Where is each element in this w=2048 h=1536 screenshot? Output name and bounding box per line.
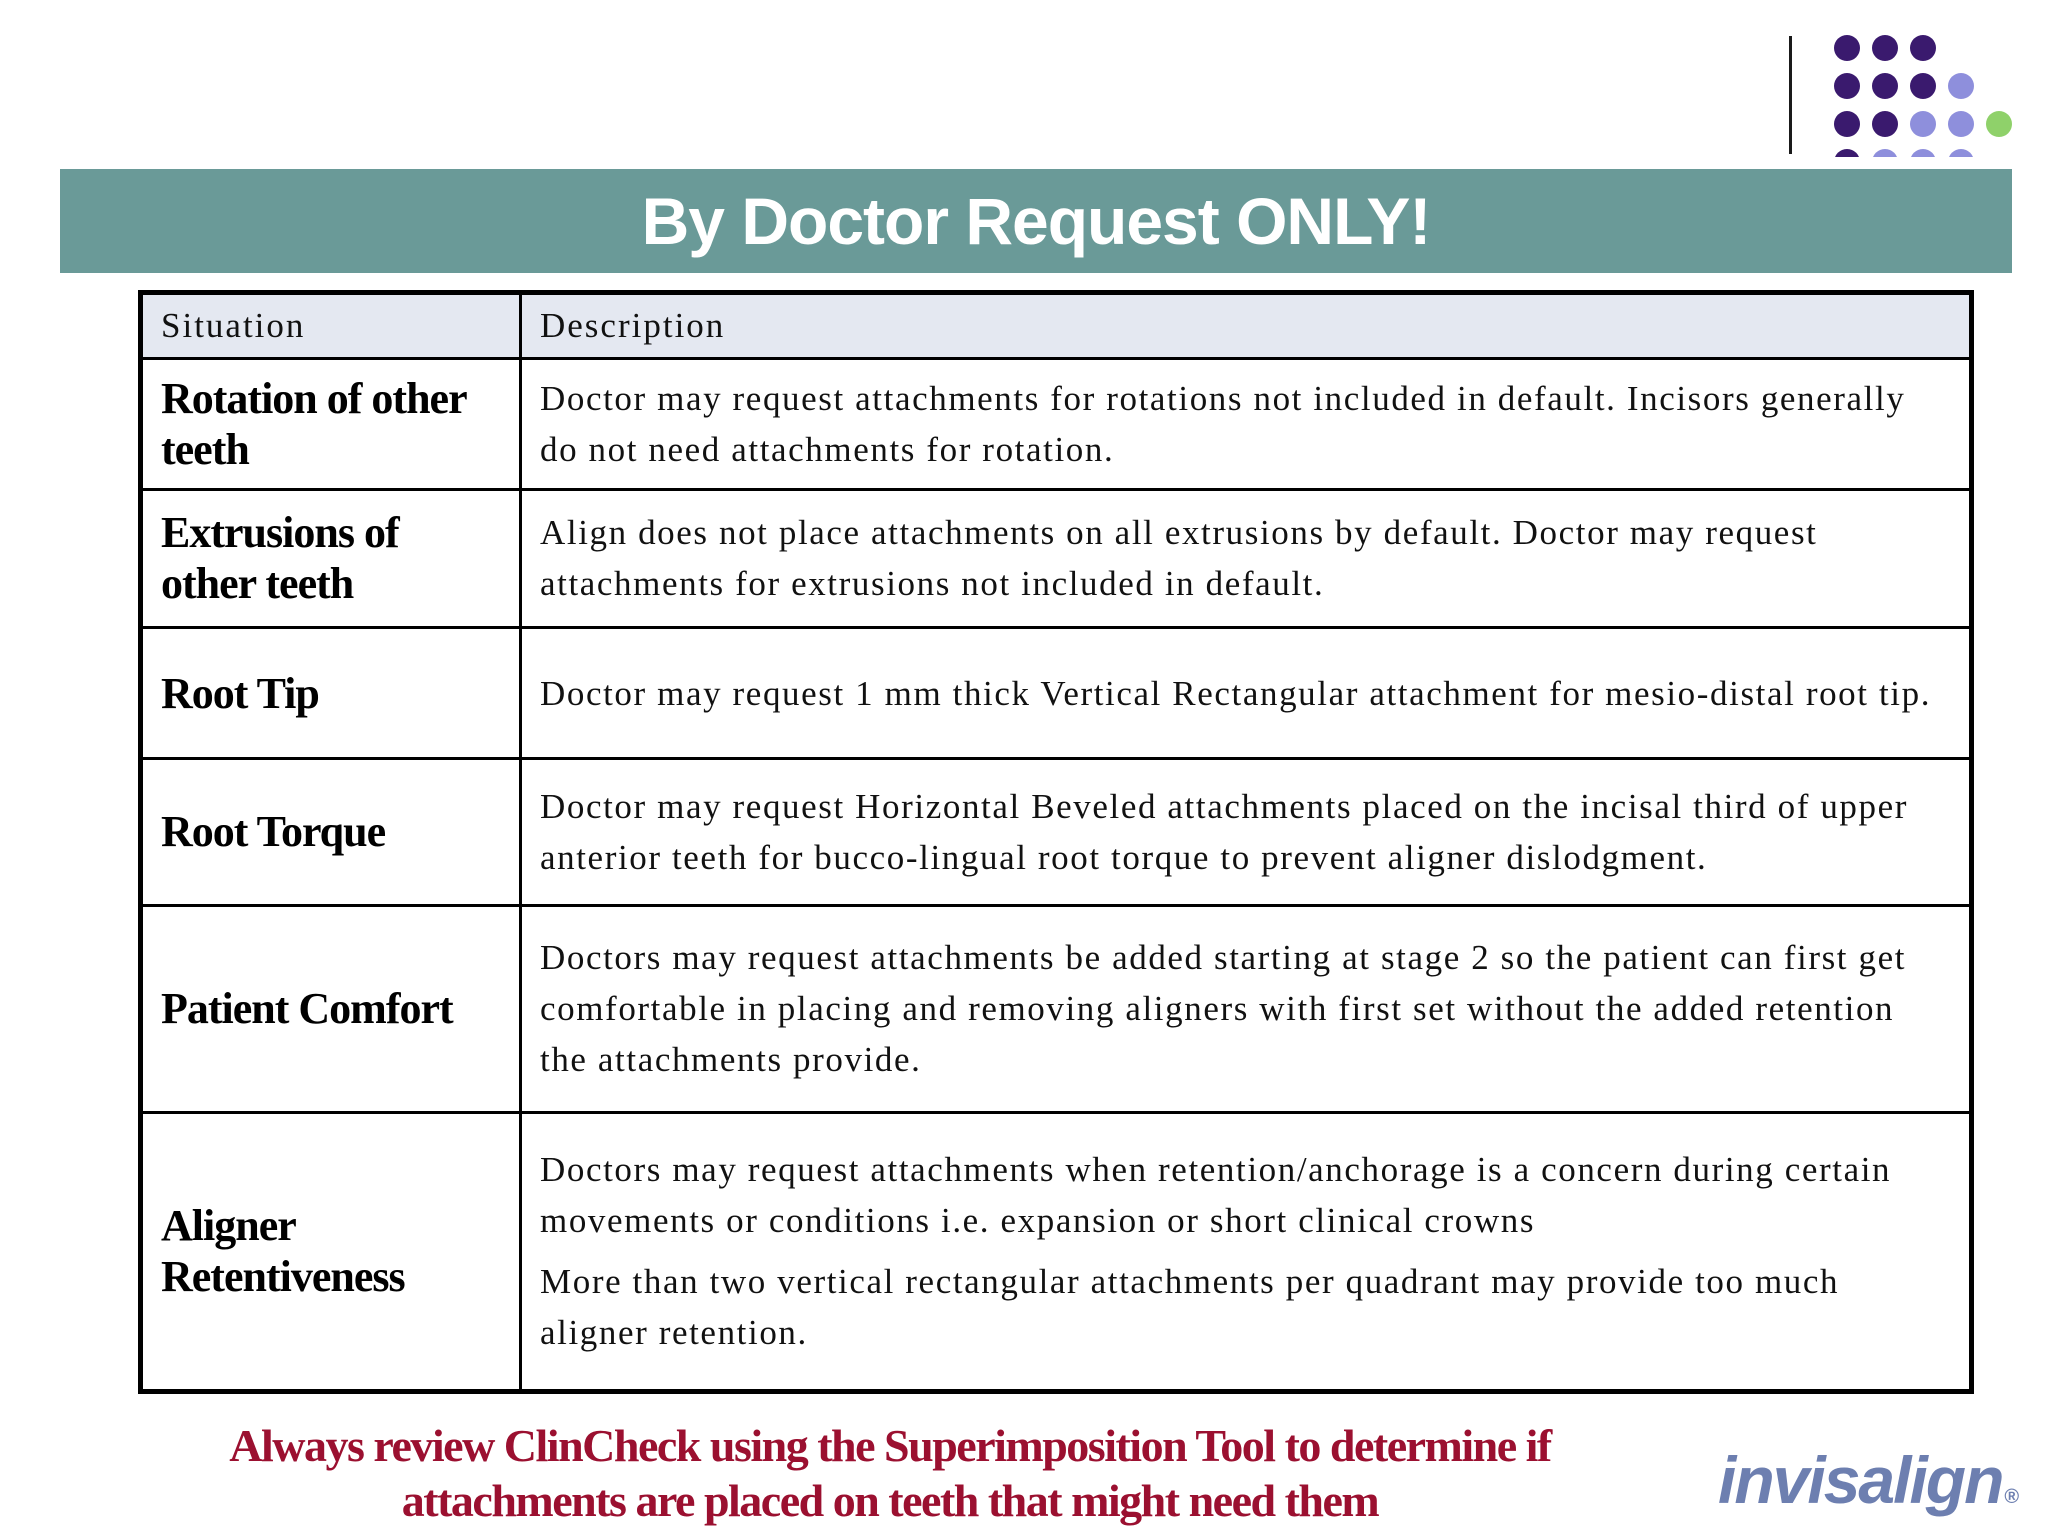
description-cell <box>521 1112 1972 1391</box>
decorative-dot <box>1872 35 1898 61</box>
invisalign-logo <box>1718 1442 2018 1517</box>
description-text: More than two vertical rectangular attachments per quadrant may provide too much aligner retention. <box>540 1262 1840 1353</box>
table-header-row <box>141 293 1972 359</box>
table-row <box>141 905 1972 1112</box>
situation-table <box>138 290 1974 1394</box>
decorative-dot <box>1834 149 1860 157</box>
table-row <box>141 758 1972 905</box>
description-cell <box>521 758 1972 905</box>
logo-wordmark: invisalign <box>1718 1443 2003 1517</box>
table-row <box>141 1112 1972 1391</box>
description-cell <box>521 359 1972 490</box>
footer-note: Always review ClinCheck using the Superimposition Tool to determine if attachments are placed on teeth that might need them <box>229 1420 1551 1526</box>
header-divider-line <box>1789 36 1792 154</box>
decorative-dot <box>1948 149 1974 157</box>
decorative-dot <box>1910 73 1936 99</box>
situation-cell: Patient Comfort <box>141 905 521 1112</box>
decorative-dot <box>1948 73 1974 99</box>
registered-mark-icon: ® <box>2004 1486 2018 1508</box>
title-bar <box>60 169 2012 273</box>
situation-cell: Rotation of other teeth <box>141 359 521 490</box>
description-cell <box>521 905 1972 1112</box>
decorative-dot <box>1834 73 1860 99</box>
decorative-dot <box>1872 111 1898 137</box>
table-row <box>141 628 1972 759</box>
table-row <box>141 489 1972 628</box>
decorative-dot <box>1910 111 1936 137</box>
description-text: Doctor may request 1 mm thick Vertical Rectangular attachment for mesio-distal root tip. <box>540 673 1932 713</box>
description-text: Align does not place attachments on all extrusions by default. Doctor may request attachments for extrusions not included in default. <box>540 513 1818 604</box>
decorative-dot <box>1834 111 1860 137</box>
slide-title: By Doctor Request ONLY! <box>641 184 1431 258</box>
table-row <box>141 359 1972 490</box>
decorative-dot <box>1872 149 1898 157</box>
column-header-situation: Situation <box>141 293 521 359</box>
situation-cell: Aligner Retentiveness <box>141 1112 521 1391</box>
decorative-dot <box>1910 149 1936 157</box>
description-cell <box>521 628 1972 759</box>
decorative-dot <box>1986 111 2012 137</box>
situation-cell: Root Torque <box>141 758 521 905</box>
description-text: Doctors may request attachments be added starting at stage 2 so the patient can first get comfortable in placing and removing aligners with first set without the added retention the attachments provide. <box>540 938 1907 1080</box>
situation-cell: Extrusions of other teeth <box>141 489 521 628</box>
decorative-dot <box>1872 73 1898 99</box>
situation-cell: Root Tip <box>141 628 521 759</box>
description-cell <box>521 489 1972 628</box>
description-text: Doctor may request Horizontal Beveled attachments placed on the incisal third of upper anterior teeth for bucco-lingual root torque to prevent aligner dislodgment. <box>540 786 1909 877</box>
decorative-dot <box>1910 35 1936 61</box>
decorative-dot <box>1948 111 1974 137</box>
description-text: Doctor may request attachments for rotations not included in default. Incisors generally do not need attachments for rotation. <box>540 378 1906 469</box>
decorative-dot-grid <box>1834 35 2034 157</box>
decorative-dot <box>1834 35 1860 61</box>
column-header-description: Description <box>521 293 1972 359</box>
description-text: Doctors may request attachments when retention/anchorage is a concern during certain movements or conditions i.e. expansion or short clinical crowns <box>540 1150 1892 1241</box>
